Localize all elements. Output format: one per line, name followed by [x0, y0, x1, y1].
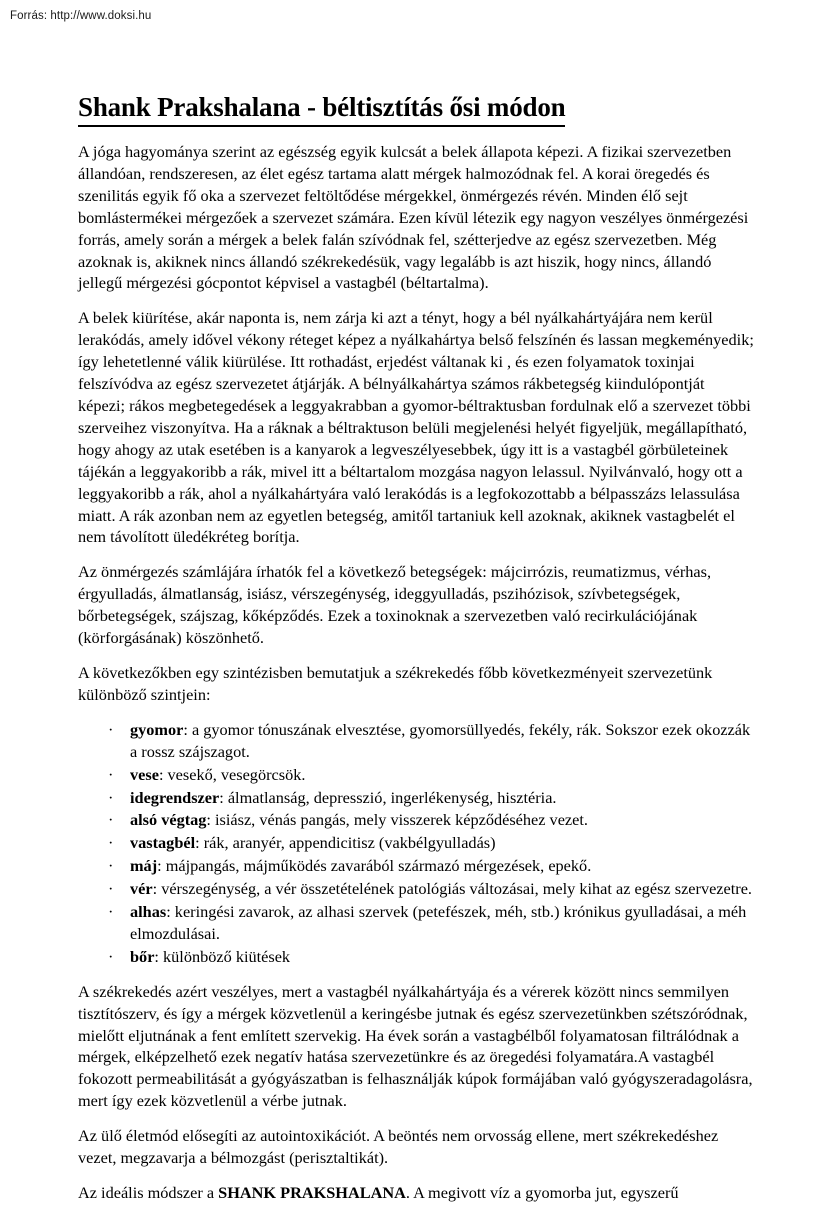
list-item [78, 946, 754, 968]
list-item-term: vér [130, 879, 153, 899]
list-item-term: vastagbél [130, 833, 196, 853]
ideal-method-suffix: . A megivott víz a gyomorba jut, egyszerű [405, 1183, 679, 1203]
list-item-term: bőr [130, 946, 155, 966]
paragraph-ideal-method [78, 1182, 754, 1204]
paragraph-sedentary-lifestyle: Az ülő életmód elősegíti az autointoxikációt. A beöntés nem orvosság ellene, mert székrekedéshez vezet, megzavarja a bélmozgást (perisztaltikát). [78, 1126, 719, 1168]
list-item-term: alsó végtag [130, 810, 207, 830]
bullet-icon: · [108, 902, 114, 922]
bullet-icon: · [108, 833, 114, 853]
paragraph-constipation-danger: A székrekedés azért veszélyes, mert a vastagbél nyálkahártyája és a vérerek között nincs semmilyen tisztítószerv, és így a mérgek közvetlenül a keringésbe jutnak és egész szervezetünkben szétszóródnak, mielőtt eljutnának a fent említett szervekig. Ha évek során a vastagbélből folyamatosan filtrálódnak a mérgek, elképzelhető ezek negatív hatása szervezetünkre és az öregedési folyamatára.A vastagbél fokozott permeabilitását a gyógyászatban is felhasználják kúpok formájában való gyógyszeradagolásra, mert így ezek közvetlenül a vérbe jutnak. [78, 981, 753, 1111]
page-title: Shank Prakshalana - béltisztítás ősi módon [78, 92, 565, 127]
bullet-icon: · [108, 856, 114, 876]
list-item [78, 719, 754, 763]
bullet-icon: · [108, 810, 114, 830]
bullet-icon: · [108, 787, 114, 807]
list-item [78, 878, 754, 900]
list-item-description: : vérszegénység, a vér összetételének patológiás változásai, mely kihat az egész szervezetre. [152, 879, 753, 899]
list-item [78, 901, 754, 945]
bullet-icon: · [108, 719, 114, 739]
list-item-term: idegrendszer [130, 787, 220, 807]
bullet-icon: · [108, 946, 114, 966]
list-item-description: : isiász, vénás pangás, mely visszerek képződéséhez vezet. [206, 810, 588, 830]
list-item [78, 809, 754, 831]
list-item-description: : vesekő, vesegörcsök. [158, 764, 306, 784]
list-item-description: : keringési zavarok, az alhasi szervek (petefészek, méh, stb.) krónikus gyulladásai, a méh elmozdulásai. [130, 902, 747, 943]
list-item-description: : különböző kiütések [154, 946, 291, 966]
list-item [78, 764, 754, 786]
ideal-method-prefix: Az ideális módszer a [78, 1183, 219, 1203]
source-url-header: Forrás: http://www.doksi.hu [10, 10, 152, 22]
list-item-description: : álmatlanság, depresszió, ingerlékenység, hisztéria. [219, 787, 557, 807]
ideal-method-emphasis: SHANK PRAKSHALANA [218, 1183, 406, 1203]
list-item-term: máj [130, 856, 158, 876]
paragraph-list-intro: A következőkben egy szintézisben bemutatjuk a székrekedés főbb következményeit szervezetünk különböző szintjein: [78, 662, 713, 704]
symptom-list [78, 719, 754, 968]
list-item-description: : májpangás, májműködés zavarából származó mérgezések, epekő. [157, 856, 592, 876]
list-item-term: gyomor [130, 719, 184, 739]
list-item [78, 832, 754, 854]
list-item [78, 787, 754, 809]
document-content [78, 92, 754, 1217]
list-item-term: vese [130, 764, 159, 784]
list-item-term: alhas [130, 902, 167, 922]
bullet-icon: · [108, 764, 114, 784]
paragraph-bowel-mucosa: A belek kiürítése, akár naponta is, nem zárja ki azt a tényt, hogy a bél nyálkahártyájára nem kerül lerakódás, amely idővel vékony réteget képez a nyálkahártya belső felszínén és lassan megkeményedik; így lehetetlenné válik kiürülése. Itt rothadást, erjedést váltanak ki , és ezen folyamatok toxinjai felszívódva az egész szervezetet átjárják. A bélnyálkahártya számos rákbetegség kiindulópontját képezi; rákos megbetegedések a leggyakrabban a gyomor-béltraktusban fordulnak elő a szervezet többi szerveihez viszonyítva. Ha a ráknak a béltraktuson belüli megjelenési helyét figyeljük, megállapítható, hogy ahogy az utak esetében is a kanyarok a legveszélyesebbek, úgy itt is a vastagbél görbületeinek tájékán a leggyakoribb a rák, mivel itt a béltartalom mozgása nagyon lelassul. Nyilvánvaló, hogy ott a leggyakoribb a rák, ahol a nyálkahártyára való lerakódás is a legfokozottabb a bélpasszázs lelassulása miatt. A rák azonban nem az egyetlen betegség, amitől tartaniuk kell azoknak, akiknek vastagbelét el nem távolított üledékréteg borítja. [78, 308, 754, 547]
paragraph-autointoxication-diseases: Az önmérgezés számlájára írhatók fel a következő betegségek: májcirrózis, reumatizmus, vérhas, érgyulladás, álmatlanság, isiász, vérszegénység, ideggyulladás, pszihózisok, szívbetegségek, bőrbetegségek, szájszag, kőképződés. Ezek a toxinoknak a szervezetben való recirkulációjának (körforgásának) köszönhető. [78, 562, 712, 648]
list-item [78, 855, 754, 877]
bullet-icon: · [108, 879, 114, 899]
list-item-description: : rák, aranyér, appendicitisz (vakbélgyulladás) [195, 833, 496, 853]
paragraph-intro: A jóga hagyománya szerint az egészség egyik kulcsát a belek állapota képezi. A fizikai szervezetben állandóan, rendszeresen, az élet egész tartama alatt mérgek halmozódnak fel. A korai öregedés és szenilitás egyik fő oka a szervezet feltöltődése mérgekkel, önmérgezés révén. Minden élő sejt bomlástermékei mérgezőek a szervezet számára. Ezen kívül létezik egy nagyon veszélyes önmérgezési forrás, amely során a mérgek a belek falán szívódnak fel, szétterjedve az egész szervezetben. Még azoknak is, akiknek nincs állandó székrekedésük, vagy legalább is azt hiszik, hogy nincs, állandó jellegű mérgezési gócpontot képvisel a vastagbél (béltartalma). [78, 142, 749, 293]
list-item-description: : a gyomor tónuszának elvesztése, gyomorsüllyedés, fekély, rák. Sokszor ezek okozzák a rossz szájszagot. [130, 719, 751, 761]
